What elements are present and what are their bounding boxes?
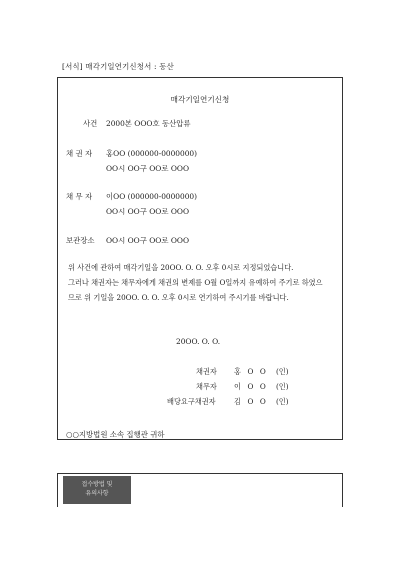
document-date: 20OO. O. O. — [176, 337, 221, 346]
creditor-label: 채 권 자 — [66, 149, 93, 158]
addressee: ○○지방법원 소속 집행관 귀하 — [66, 430, 165, 439]
signature-role: 채권자 — [196, 367, 217, 376]
body-line: 므로 위 기일을 20OO. O. O. 오후 0시로 연기하여 주시기를 바랍니다. — [68, 293, 289, 302]
debtor-address: OO시 OO구 OO로 OOO — [106, 207, 189, 216]
debtor-id: 이OO (000000-0000000) — [106, 192, 197, 201]
filing-notes-label-line: 접수방법 및 — [81, 481, 113, 488]
storage-label: 보관장소 — [66, 236, 95, 245]
debtor-label: 채 무 자 — [66, 192, 93, 201]
signature-name: 홍OO — [234, 367, 273, 376]
form-type-label: [서식] 매각기일연기신청서 : 동산 — [62, 62, 174, 71]
signature-name: 이OO — [234, 382, 273, 391]
case-value: 2000본 OOO호 동산압류 — [106, 119, 191, 128]
signature-role: 채무자 — [196, 382, 217, 391]
creditor-address: OO시 OO구 OO로 OOO — [106, 164, 189, 173]
seal-mark: (인) — [276, 397, 289, 406]
creditor-id: 홍OO (000000-0000000) — [106, 149, 197, 158]
storage-value: OO시 OO구 OO로 OOO — [106, 236, 189, 245]
case-label: 사건 — [83, 119, 98, 128]
document-title: 매각기일연기신청 — [170, 95, 230, 104]
seal-mark: (인) — [276, 382, 289, 391]
filing-notes-label-line: 유의사항 — [85, 490, 109, 497]
seal-mark: (인) — [276, 367, 289, 376]
filing-notes-section — [57, 473, 343, 507]
signature-name: 김OO — [234, 397, 273, 406]
filing-notes-label — [63, 476, 131, 504]
body-line: 그러나 채권자는 채무자에게 채권의 변제를 O월 O일까지 유예하여 주기로 하였으 — [68, 278, 323, 287]
application-document — [57, 77, 343, 440]
body-line: 위 사건에 관하여 매각기일을 20OO. O. O. 오후 0시로 지정되었습니다. — [68, 263, 294, 272]
signature-role: 배당요구채권자 — [167, 397, 216, 406]
